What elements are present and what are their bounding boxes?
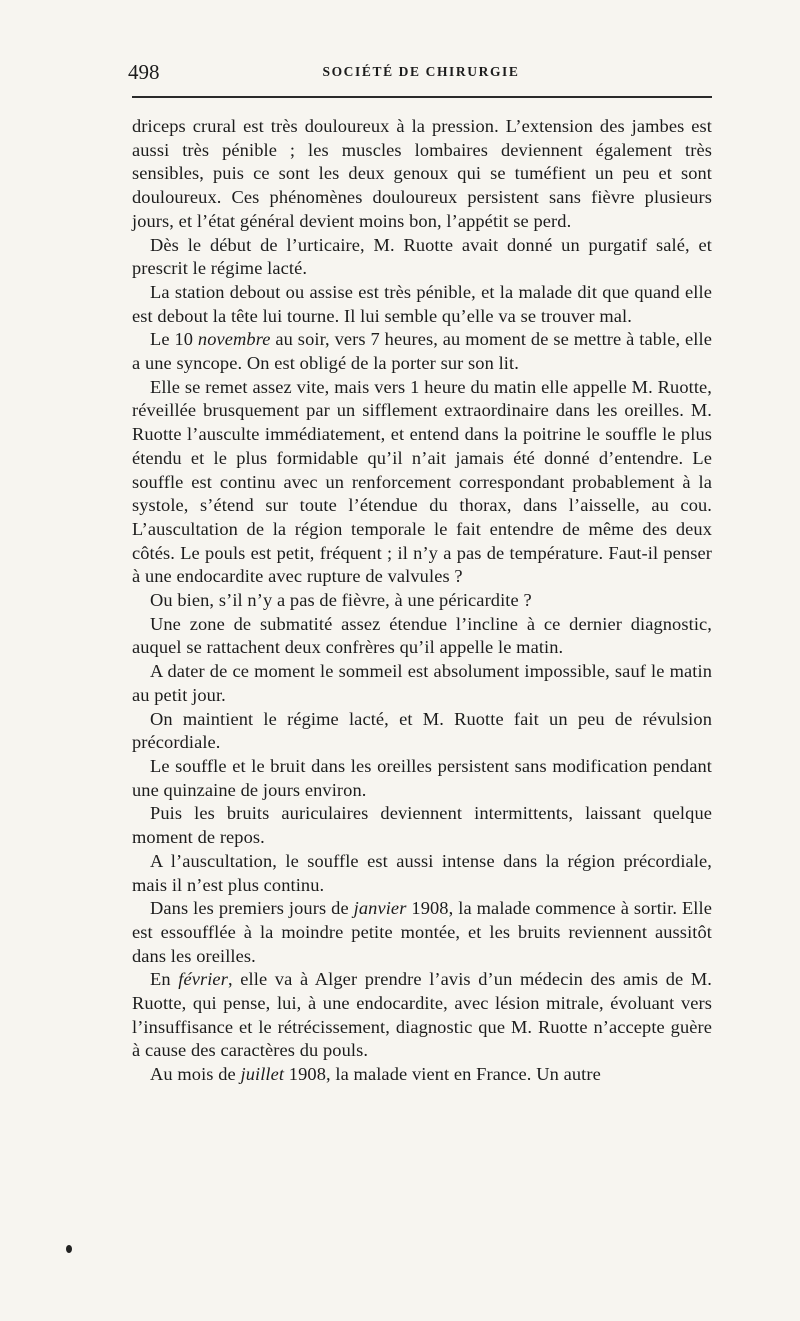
- paragraph: Le souffle et le bruit dans les oreilles persistent sans modification pendant une quinzaine de jours environ.: [132, 755, 712, 800]
- paragraph: A dater de ce moment le sommeil est absolument impossible, sauf le matin au petit jour.: [132, 661, 712, 705]
- paragraph-text: au soir, vers 7 heures, au moment de se mettre à table, elle a une syncope. On est obligé de la porter sur son lit.: [132, 329, 712, 374]
- ink-speck: [66, 1245, 72, 1253]
- paragraph: On maintient le régime lacté, et M. Ruotte fait un peu de révulsion précordiale.: [132, 708, 712, 753]
- paragraph-text: Dans les premiers jours de: [150, 898, 354, 919]
- header-rule: [132, 96, 712, 98]
- paragraph: [132, 968, 712, 1063]
- body-text: [132, 115, 712, 1087]
- italic-date: janvier: [353, 898, 407, 919]
- paragraph-text: En: [150, 969, 179, 990]
- paragraph: Puis les bruits auriculaires deviennent intermittents, laissant quelque moment de repos.: [132, 803, 712, 848]
- paragraph-text: Au mois de: [150, 1064, 241, 1085]
- paragraph: [132, 328, 712, 375]
- paragraph-text: 1908, la malade vient en France. Un autre: [284, 1064, 601, 1085]
- paragraph: driceps crural est très douloureux à la pression. L’extension des jambes est aussi très pénible ; les muscles lombaires deviennent également très sensibles, puis ce sont les deux genoux qui se tuméfient un peu et sont douloureux. Ces phénomènes douloureux persistent sans fièvre plusieurs jours, et l’état général devient moins bon, l’appétit se perd.: [132, 116, 712, 231]
- paragraph-text: 1908, la malade commence à sortir. Elle est essoufflée à la moindre petite montée, et les bruits reviennent aussitôt dans les oreilles.: [132, 898, 712, 966]
- italic-date: juillet: [240, 1064, 285, 1085]
- paragraph: A l’auscultation, le souffle est aussi intense dans la région précordiale, mais il n’est plus continu.: [132, 850, 712, 895]
- page-header: [130, 58, 712, 86]
- italic-date: novembre: [197, 329, 271, 350]
- paragraph: La station debout ou assise est très pénible, et la malade dit que quand elle est debout la tête lui tourne. Il lui semble qu’elle va se trouver mal.: [132, 281, 712, 326]
- paragraph-text: , elle va à Alger prendre l’avis d’un médecin des amis de M. Ruotte, qui pense, lui, à une endocardite, avec lésion mitrale, évoluant vers l’insuffisance et le rétrécissement, diagnostic que M. Ruotte n’accepte guère à cause des caractères du pouls.: [132, 969, 712, 1061]
- paragraph: [132, 1063, 712, 1087]
- paragraph-text: Le 10: [150, 329, 198, 350]
- paragraph: Dès le début de l’urticaire, M. Ruotte avait donné un purgatif salé, et prescrit le régime lacté.: [132, 234, 712, 279]
- paragraph: Une zone de submatité assez étendue l’incline à ce dernier diagnostic, auquel se rattachent deux confrères qu’il appelle le matin.: [132, 613, 712, 658]
- paragraph: [132, 897, 712, 968]
- page-number: 498: [128, 60, 160, 84]
- running-head: SOCIÉTÉ DE CHIRURGIE: [322, 64, 520, 79]
- paragraph: Ou bien, s’il n’y a pas de fièvre, à une péricardite ?: [150, 590, 532, 611]
- paragraph: Elle se remet assez vite, mais vers 1 heure du matin elle appelle M. Ruotte, réveillée brusquement par un sifflement extraordinaire dans les oreilles. M. Ruotte l’ausculte immédiatement, et entend dans la poitrine le souffle le plus étendu et le plus formidable qu’il n’ait jamais été donné d’entendre. Le souffle est continu avec un renforcement correspondant probablement à la systole, s’étend sur toute l’étendue du thorax, dans l’aisselle, au cou. L’auscultation de la région temporale le fait entendre de même des deux côtés. Le pouls est petit, fréquent ; il n’y a pas de température. Faut-il penser à une endocardite avec rupture de valvules ?: [132, 376, 712, 587]
- italic-date: février: [178, 969, 228, 990]
